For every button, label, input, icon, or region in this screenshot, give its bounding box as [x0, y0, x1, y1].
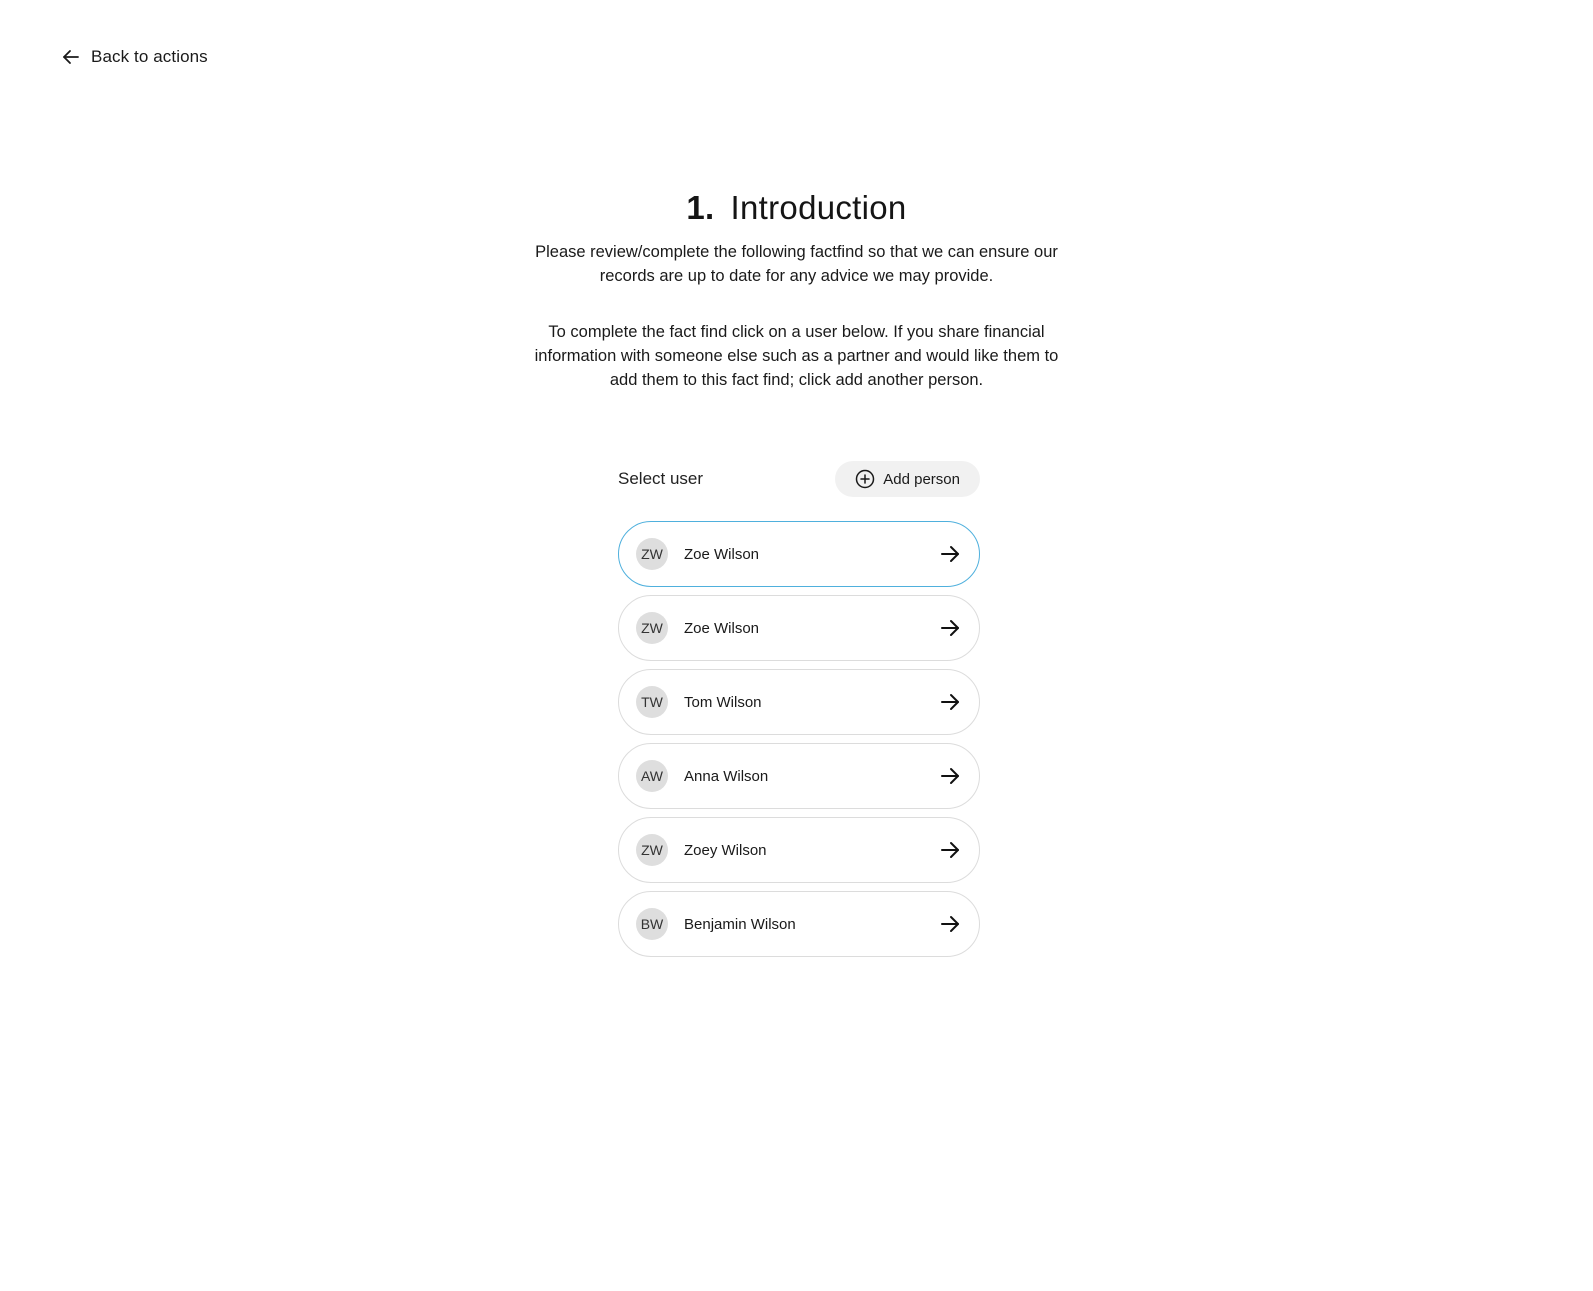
user-name: Zoe Wilson [684, 619, 760, 637]
arrow-right-icon [939, 839, 961, 861]
user-card-2[interactable] [618, 595, 980, 661]
user-name: Benjamin Wilson [684, 915, 796, 933]
avatar: BW [636, 908, 668, 940]
intro-section [0, 186, 1593, 392]
user-card-1[interactable] [618, 521, 980, 587]
step-number: 1. [686, 189, 715, 226]
add-person-label: Add person [883, 470, 960, 488]
add-person-button[interactable] [835, 461, 980, 497]
arrow-right-icon [939, 913, 961, 935]
user-list [618, 521, 980, 965]
user-name: Zoe Wilson [684, 545, 760, 563]
user-name: Anna Wilson [684, 767, 769, 785]
user-name: Tom Wilson [684, 693, 762, 711]
title-text: Introduction [730, 189, 907, 226]
back-link-label: Back to actions [91, 47, 208, 66]
avatar: TW [636, 686, 668, 718]
arrow-right-icon [939, 691, 961, 713]
avatar: AW [636, 760, 668, 792]
avatar: ZW [636, 834, 668, 866]
user-card-3[interactable] [618, 669, 980, 735]
arrow-right-icon [939, 617, 961, 639]
user-card-5[interactable] [618, 817, 980, 883]
plus-circle-icon [855, 469, 875, 489]
arrow-right-icon [939, 543, 961, 565]
back-to-actions-link[interactable] [61, 47, 208, 67]
user-name: Zoey Wilson [684, 841, 767, 859]
arrow-right-icon [939, 765, 961, 787]
intro-paragraph-1: Please review/complete the following factfind so that we can ensure our records are up to date for any advice we may provide. [535, 243, 1058, 285]
user-card-6[interactable] [618, 891, 980, 957]
intro-paragraph-2: To complete the fact find click on a user below. If you share financial information with someone else such as a partner and would like them to add them to this fact find; click add another person. [534, 323, 1059, 389]
arrow-left-icon [61, 47, 81, 67]
select-user-header [618, 461, 980, 497]
select-user-label: Select user [618, 469, 704, 488]
avatar: ZW [636, 538, 668, 570]
page-title [0, 186, 1593, 230]
user-card-4[interactable] [618, 743, 980, 809]
avatar: ZW [636, 612, 668, 644]
